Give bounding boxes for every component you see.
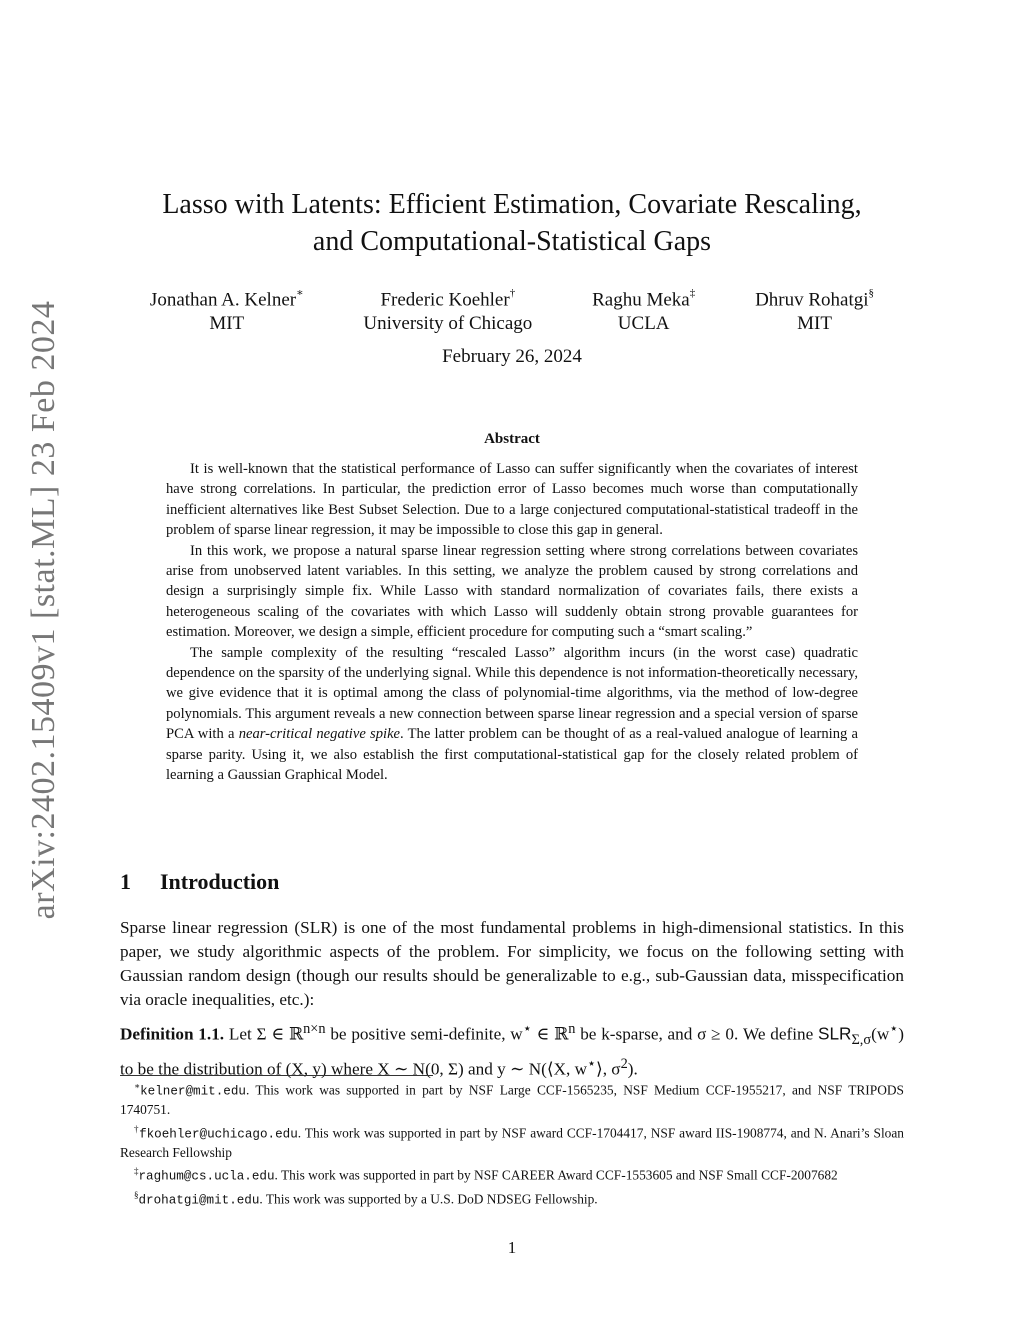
- slr-symbol: SLR: [818, 1023, 852, 1044]
- author: [755, 283, 874, 336]
- publication-date: February 26, 2024: [442, 346, 582, 367]
- abstract-paragraph: In this work, we propose a natural sparse linear regression setting where strong correlations between covariates arise from unobserved latent variables. In this setting, we analyze the problem caused by strong correlations and design a surprisingly simple fix. While Lasso with standard normalization of covariates fails, there exists a heterogeneous scaling of the covariates with which Lasso will suddenly obtain strong provable guarantees for estimation. Moreover, we design a simple, efficient procedure for computing such a “smart scaling.”: [166, 542, 858, 641]
- author-affiliation: MIT: [797, 313, 832, 335]
- definition-block: Definition 1.1. Let Σ ∈ ℝ$^{n\times n}$ be positive semi-definite, w⋆ ∈ ℝ$^n$ be k-sparse, and σ ≥ 0. We define $SLR_{\Sigma,\sigma}(w^⋆)$ to be the distribution of (X, y) where X ∼ N(0, Σ) and y ∼ N(⟨X, w⋆⟩, $\sigma^2$).: [120, 1021, 904, 1079]
- title-line-1: Lasso with Latents: Efficient Estimation, Covariate Rescaling,: [162, 189, 862, 220]
- intro-paragraph: Sparse linear regression (SLR) is one of the most fundamental problems in high-dimensional statistics. In this paper, we study algorithmic aspects of the problem. For simplicity, we focus on the following setting with Gaussian random design (though our results should be generalizable to e.g., sub-Gaussian data, misspecification via oracle inequalities, etc.):: [120, 918, 904, 1009]
- author-affiliation: UCLA: [617, 313, 670, 335]
- abstract-paragraph: It is well-known that the statistical performance of Lasso can suffer significantly when the covariates of interest have strong correlations. In particular, the prediction error of Lasso becomes much worse than computationally inefficient alternatives like Best Subset Selection. Due to a large conjectured computational-statistical tradeoff in the problem of sparse linear regression, it may be impossible to close this gap in general.: [166, 461, 858, 539]
- abstract-body: [166, 459, 858, 786]
- definition-label: Definition 1.1.: [120, 1024, 225, 1044]
- email-link[interactable]: raghum@cs.ucla.edu: [138, 1169, 275, 1184]
- author: [363, 283, 532, 336]
- author-mark: ‡: [689, 287, 696, 299]
- email-link[interactable]: kelner@mit.edu: [140, 1084, 246, 1099]
- author-name: Frederic Koehler: [380, 289, 510, 311]
- email-link[interactable]: fkoehler@uchicago.edu: [139, 1127, 298, 1142]
- footnote-divider: [120, 1075, 433, 1076]
- footnote: ‡raghum@cs.ucla.edu. This work was supported in part by NSF CAREER Award CCF-1553605 and NSF Small CCF-2007682: [134, 1166, 838, 1184]
- footnotes: [120, 1077, 904, 1210]
- section-title: Introduction: [160, 869, 280, 894]
- title-line-2: and Computational-Statistical Gaps: [312, 226, 712, 257]
- footnote: ∗kelner@mit.edu. This work was supported in part by NSF Large CCF-1565235, NSF Medium CCF-1955217, and NSF TRIPODS 1740751.: [120, 1081, 904, 1118]
- footnote: §drohatgi@mit.edu. This work was supported by a U.S. DoD NDSEG Fellowship.: [134, 1190, 598, 1208]
- emphasis: near-critical negative spike: [238, 726, 401, 743]
- email-link[interactable]: drohatgi@mit.edu: [138, 1193, 260, 1208]
- author-name: Dhruv Rohatgi: [755, 289, 869, 311]
- author-mark: †: [509, 287, 516, 299]
- arxiv-stamp: [0, 0, 60, 1325]
- author-name: Raghu Meka: [592, 289, 690, 311]
- arxiv-identifier: arXiv:2402.15409v1 [stat.ML] 23 Feb 2024: [25, 300, 62, 920]
- section-heading: [120, 869, 279, 895]
- paper-title: [120, 186, 904, 260]
- author: [592, 283, 695, 336]
- page-number: 1: [507, 1238, 517, 1257]
- author-list: [120, 283, 904, 336]
- author-mark: §: [868, 287, 875, 299]
- author-affiliation: MIT: [209, 313, 245, 335]
- author-affiliation: University of Chicago: [363, 313, 533, 335]
- author: [150, 283, 304, 336]
- section-number: 1: [120, 869, 131, 894]
- footnote: †fkoehler@uchicago.edu. This work was supported in part by NSF award CCF-1704417, NSF award IIS-1908774, and N. Anari’s Sloan Research Fellowship: [120, 1123, 904, 1160]
- author-name: Jonathan A. Kelner: [149, 289, 297, 311]
- abstract-heading: Abstract: [484, 431, 540, 447]
- abstract-paragraph: The sample complexity of the resulting “rescaled Lasso” algorithm incurs (in the worst case) quadratic dependence on the sparsity of the underlying signal. While this dependence is not information-theoretically necessary, we give evidence that it is optimal among the class of polynomial-time algorithms, via the method of low-degree polynomials. This argument reveals a new connection between sparse linear regression and a special version of sparse PCA with a near-critical negative spike. The latter problem can be thought of as a real-valued analogue of learning a sparse parity. Using it, we also establish the first computational-statistical gap for the closely related problem of learning a Gaussian Graphical Model.: [166, 644, 858, 784]
- author-mark: ∗: [296, 287, 304, 299]
